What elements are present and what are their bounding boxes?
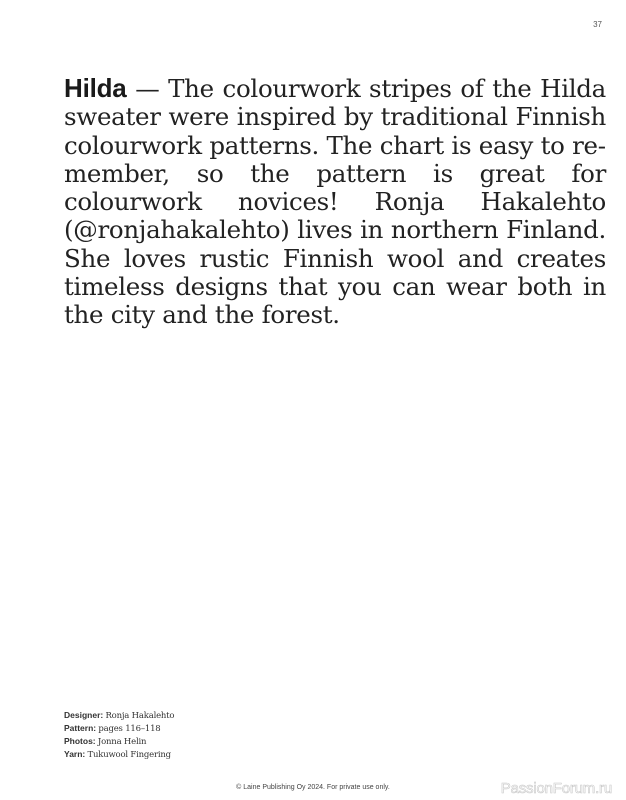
article-title: Hilda: [64, 73, 127, 103]
credit-yarn: [64, 748, 174, 761]
credit-designer: [64, 709, 174, 722]
credit-label: Yarn:: [64, 749, 86, 759]
credit-value: pages 116–118: [98, 724, 161, 734]
copyright-notice: © Laine Publishing Oy 2024. For private use only.: [236, 784, 390, 791]
watermark: PassionForum.ru: [500, 780, 612, 797]
credit-pattern: [64, 722, 174, 735]
credits-block: [64, 709, 174, 761]
article-body: — The colourwork stripes of the Hilda sweater were inspired by traditional Finnish colourwork patterns. The chart is easy to remember, so the pattern is great for colourwork novices! Ronja Hakalehto (@ronjahakalehto) lives in northern Finland. She loves rustic Finnish wool and creates timeless designs that you can wear both in the city and the forest.: [64, 74, 606, 330]
credit-value: Tukuwool Fingering: [87, 750, 171, 760]
credit-photos: [64, 735, 174, 748]
article-intro: [64, 74, 606, 330]
credit-value: Jonna Helin: [97, 737, 147, 747]
credit-label: Designer:: [64, 710, 104, 720]
credit-label: Photos:: [64, 736, 96, 746]
page-number: 37: [593, 20, 602, 29]
credit-value: Ronja Hakalehto: [105, 711, 175, 721]
credit-label: Pattern:: [64, 723, 97, 733]
